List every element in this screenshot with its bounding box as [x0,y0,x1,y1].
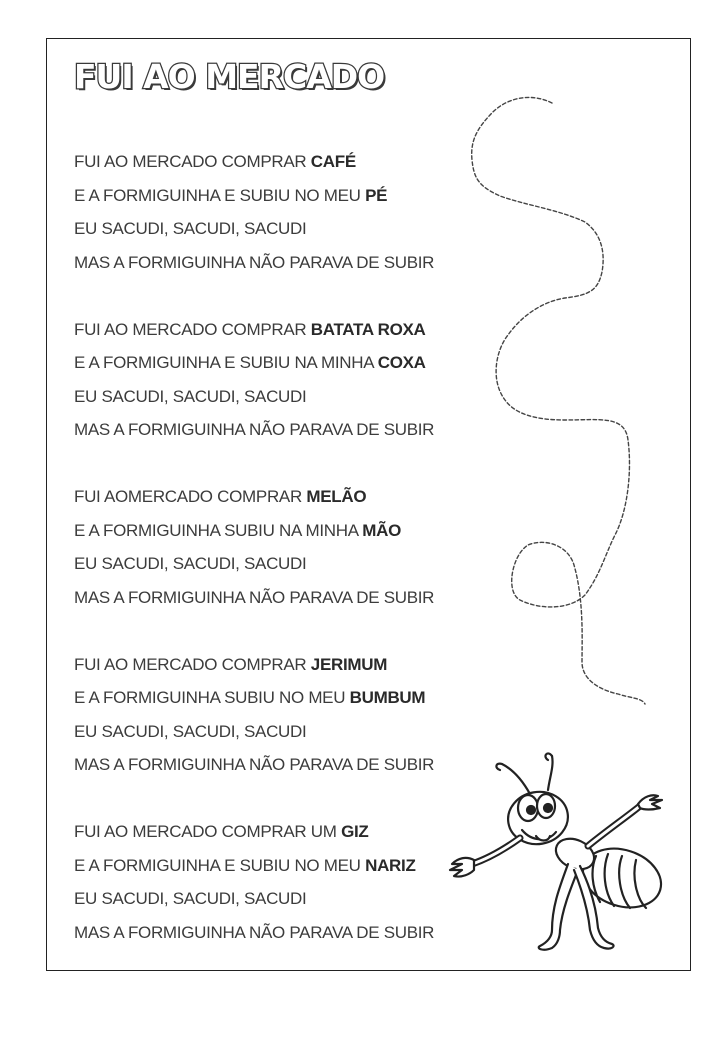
lyric-line: E A FORMIGUINHA SUBIU NA MINHA MÃO [74,520,402,540]
lyric-line: E A FORMIGUINHA SUBIU NO MEU BUMBUM [74,688,426,707]
lyric-line: FUI AO MERCADO COMPRAR JERIMUM [74,654,388,674]
lyric-line: EU SACUDI, SACUDI, SACUDI [74,219,307,238]
lyric-line: MAS A FORMIGUINHA NÃO PARAVA DE SUBIR [74,922,435,942]
lyric-line: MAS A FORMIGUINHA NÃO PARAVA DE SUBIR [74,755,435,774]
lyric-line: MAS A FORMIGUINHA NÃO PARAVA DE SUBIR [74,420,435,439]
lyric-line: E A FORMIGUINHA E SUBIU NA MINHA COXA [74,353,426,372]
lyric-line: MAS A FORMIGUINHA NÃO PARAVA DE SUBIR [74,252,435,272]
lyric-line: MAS A FORMIGUINHA NÃO PARAVA DE SUBIR [74,587,435,607]
lyric-line: FUI AO MERCADO COMPRAR BATATA ROXA [74,319,426,339]
page-title: FUI AO MERCADO [74,57,385,96]
lyric-line: E A FORMIGUINHA E SUBIU NO MEU NARIZ [74,855,416,875]
lyric-line: FUI AO MERCADO COMPRAR CAFÉ [74,152,356,171]
lyric-line: E A FORMIGUINHA E SUBIU NO MEU PÉ [74,185,388,205]
lyric-line: EU SACUDI, SACUDI, SACUDI [74,889,307,908]
lyric-line: FUI AO MERCADO COMPRAR UM GIZ [74,822,369,841]
lyric-line: EU SACUDI, SACUDI, SACUDI [74,554,307,573]
ant-icon [440,746,670,956]
lyric-line: EU SACUDI, SACUDI, SACUDI [74,386,307,406]
lyric-line: FUI AOMERCADO COMPRAR MELÃO [74,487,367,506]
lyric-line: EU SACUDI, SACUDI, SACUDI [74,721,307,741]
